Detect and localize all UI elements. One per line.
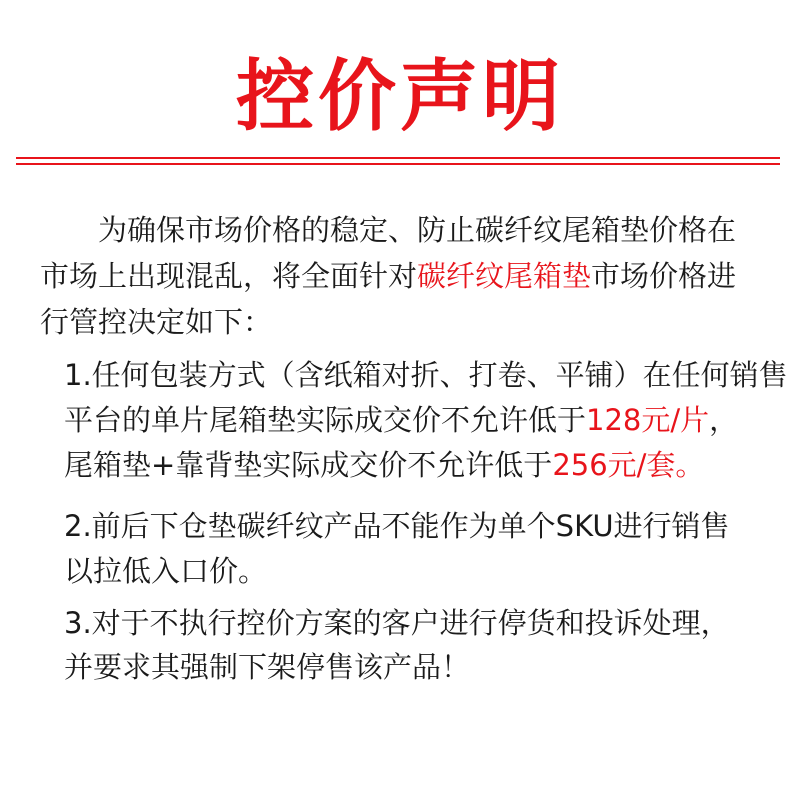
intro-line-2: [40, 258, 736, 294]
rule-3-line-2: 并要求其强制下架停售该产品！: [64, 650, 471, 684]
title-divider-top: [16, 157, 780, 159]
rule-1-line-3: [64, 447, 704, 483]
intro-line-3: 行管控决定如下：: [40, 305, 273, 339]
rule-1-line-2-text: 平台的单片尾箱垫实际成交价不允许低于: [64, 403, 587, 437]
intro-line-1: 为确保市场价格的稳定、防止碳纤纹尾箱垫价格在: [98, 213, 737, 247]
rule-1-line-2: [64, 402, 738, 438]
rule-2-line-1: 2.前后下仓垫碳纤纹产品不能作为单个SKU进行销售: [64, 509, 730, 543]
rule-2-line-2: 以拉低入口价。: [64, 554, 268, 588]
rule-1-line-1: 1.任何包装方式（含纸箱对折、打卷、平铺）在任何销售: [64, 358, 788, 392]
product-name-highlight: 碳纤纹尾箱垫: [417, 259, 592, 293]
rule-3-line-1: 3.对于不执行控价方案的客户进行停货和投诉处理，: [64, 606, 730, 640]
page-title: 控价声明: [235, 52, 564, 142]
rule-1-line-3-text: 尾箱垫+靠背垫实际成交价不允许低于: [64, 448, 553, 482]
title-divider-bottom: [16, 163, 780, 165]
single-price-highlight: 128元/片: [586, 403, 710, 437]
intro-line-2-text-b: 市场价格进: [591, 259, 737, 293]
rule-1-line-2-punct: ，: [709, 403, 739, 437]
set-price-highlight: 256元/套。: [552, 448, 705, 482]
intro-line-2-text-a: 市场上出现混乱，将全面针对: [40, 259, 418, 293]
